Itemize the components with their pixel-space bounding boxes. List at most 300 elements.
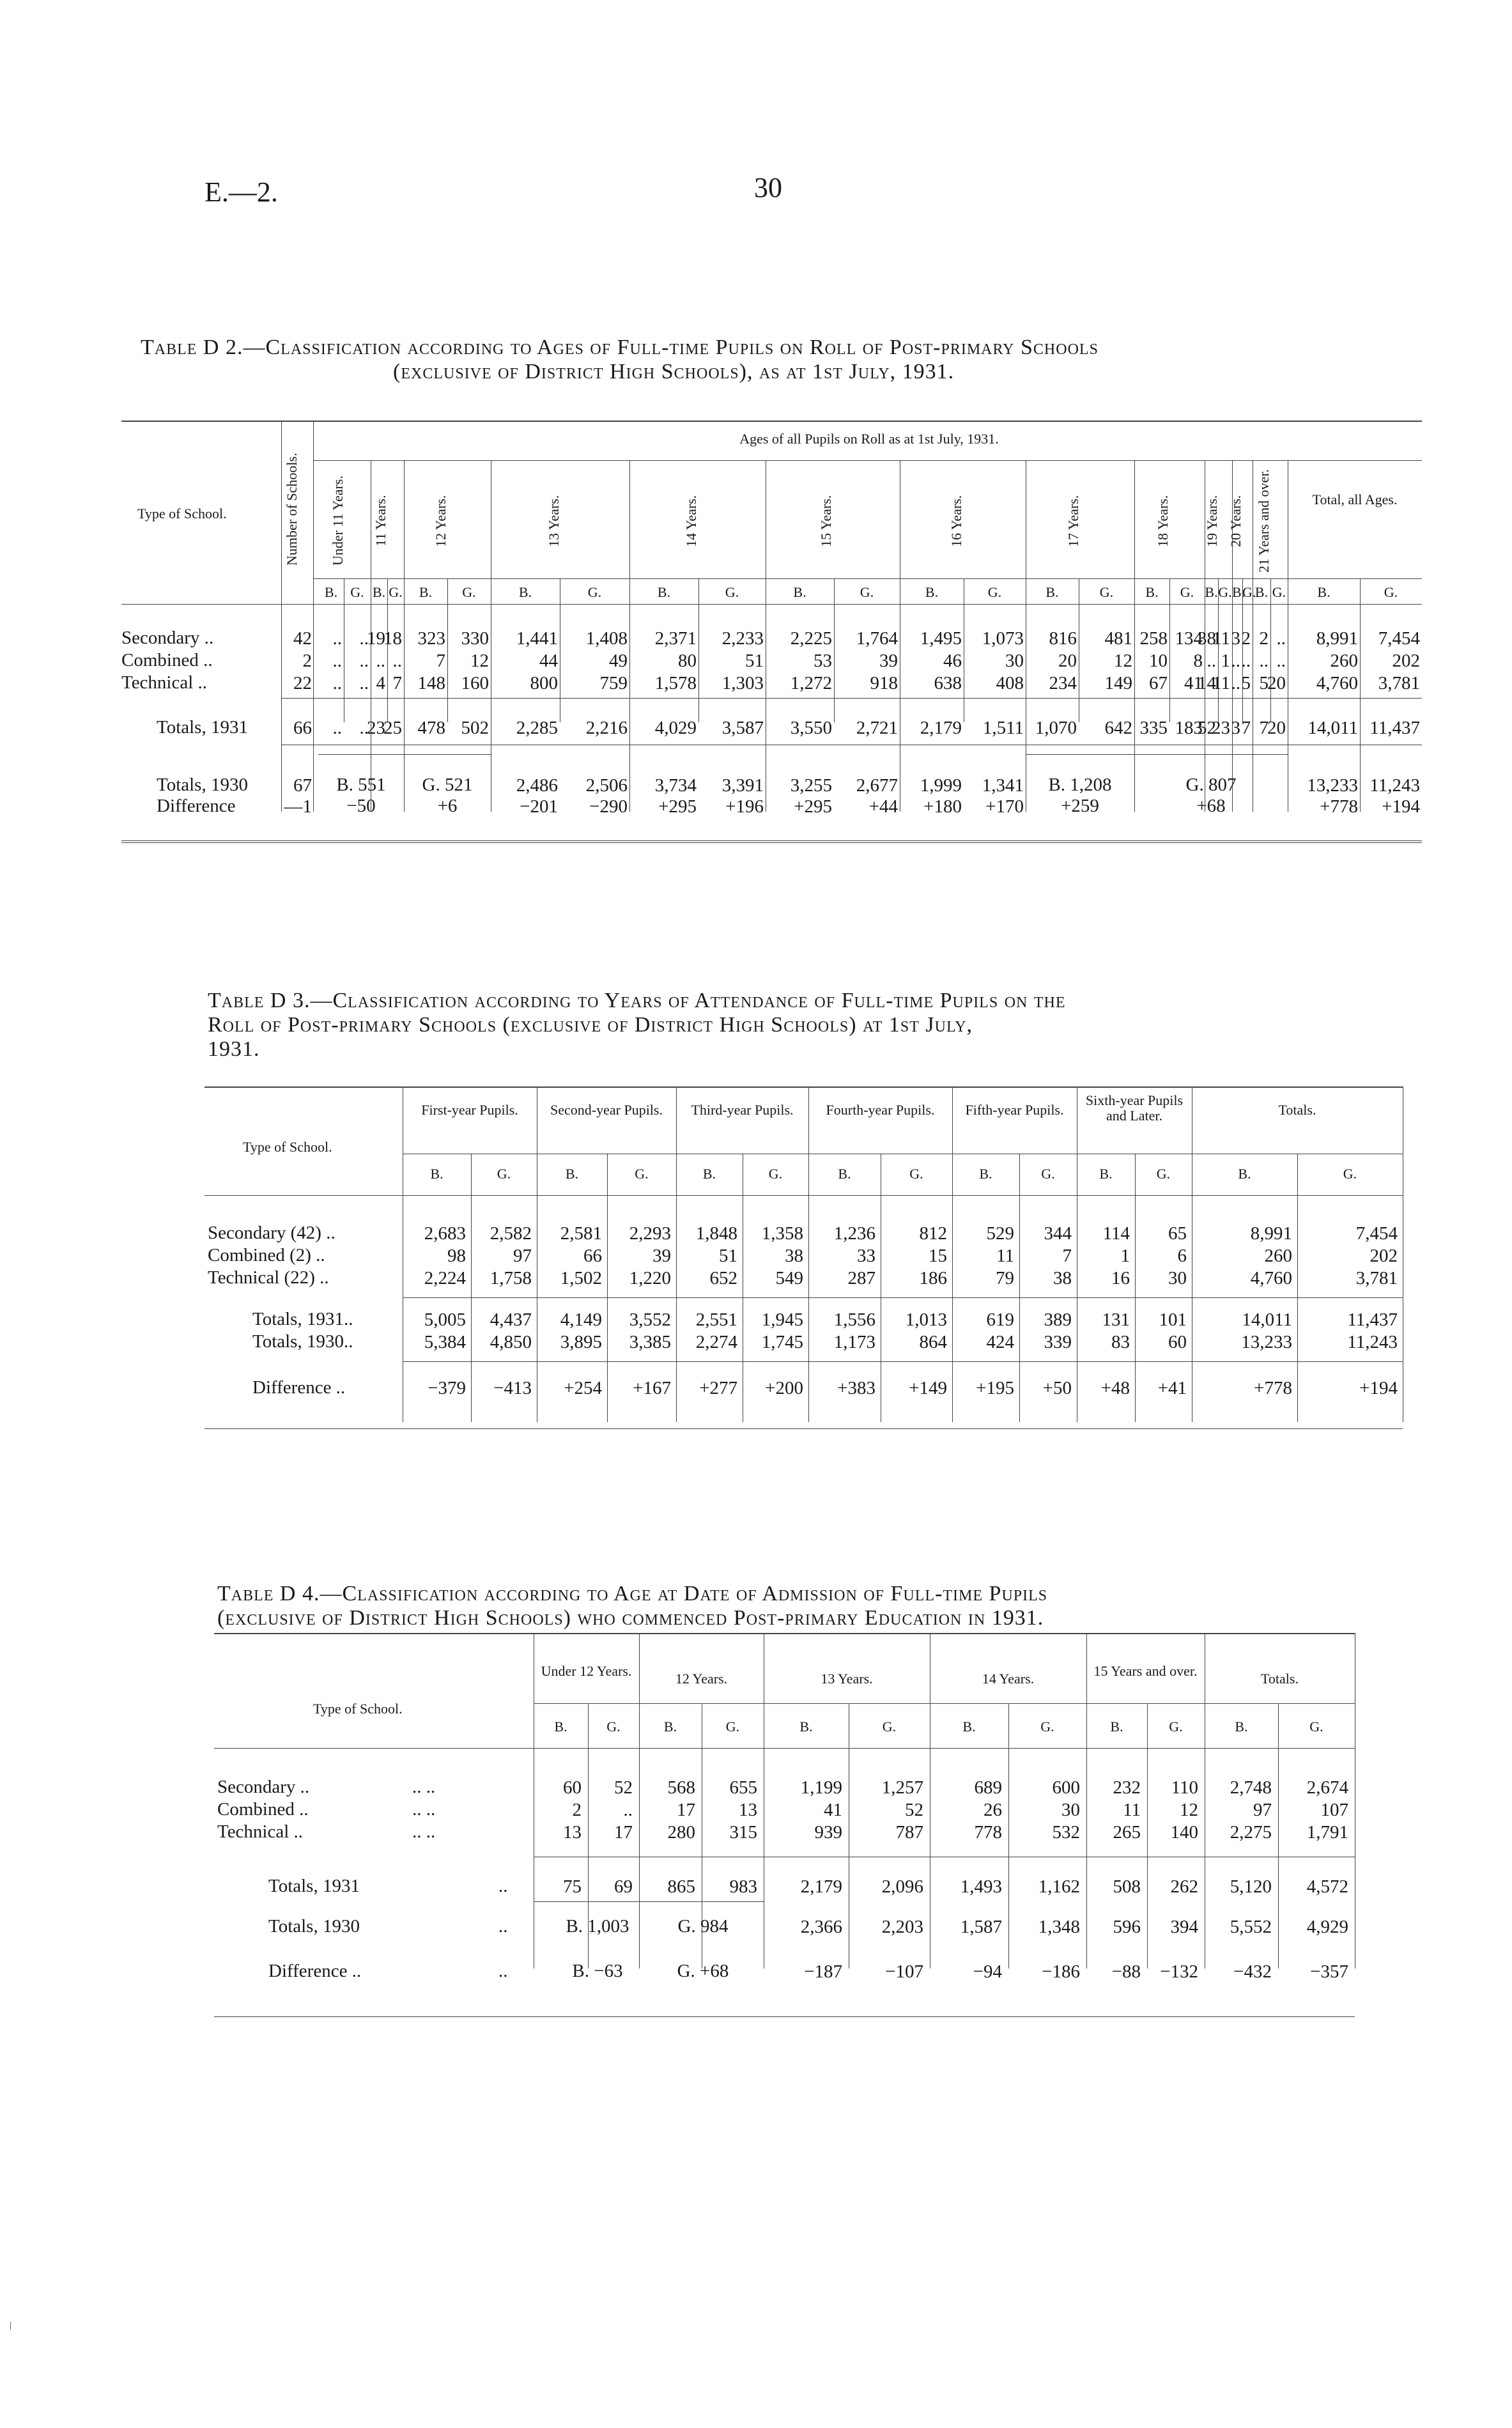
leader-dots: .. .. [412,1821,436,1842]
table-cell: 1,945 [761,1310,803,1330]
column-header: 14 Years. [982,1671,1035,1687]
table-cell: .. [332,651,342,671]
table-cell: .. [359,673,369,693]
table-rule [121,604,1422,605]
table-cell: 1 [1120,1246,1130,1266]
table-cell: 689 [974,1777,1002,1798]
table-cell: 2,674 [1306,1777,1348,1798]
table-cell: −186 [1042,1961,1080,1982]
table-cell: +295 [794,796,832,817]
page-reference: E.—2. [204,176,278,208]
table-cell: 4,149 [560,1310,602,1330]
table-cell: 202 [1392,651,1420,671]
column-header: 13 Years. [821,1671,873,1687]
total-all-ages-header: Total, all Ages. [1312,491,1398,507]
table-cell: +48 [1100,1378,1130,1398]
table-cell: 619 [986,1310,1014,1330]
table-cell: 11,243 [1369,775,1420,796]
table-cell: 2,721 [856,718,898,738]
table-cell: 642 [1104,718,1132,738]
age-column-header: 14 Years. [683,495,699,547]
table-cell: 20 [1267,718,1286,738]
table-cell: .. [332,628,342,649]
table-cell: 11 [996,1246,1014,1266]
table-cell: B. 1,003 [566,1916,629,1937]
table-cell: 16 [1111,1268,1130,1288]
table-cell: 67 [293,775,312,796]
column-header: B. [925,584,939,600]
column-header: B. [565,1166,579,1182]
table-cell: 280 [667,1822,695,1843]
table-cell: 568 [667,1777,695,1798]
table-cell: 1,745 [761,1332,803,1352]
table-cell: 2,233 [721,628,764,649]
table-cell: 17 [677,1800,695,1820]
table-cell: 260 [1330,651,1358,671]
table-cell: 18 [383,628,402,649]
column-header: G. [497,1166,511,1182]
table-cell: 38 [1198,628,1216,649]
table-cell: 160 [461,673,489,693]
table-cell: 17 [614,1822,633,1843]
table-cell: 49 [609,651,628,671]
table-cell: 481 [1104,628,1132,649]
table-cell: +180 [923,796,962,817]
table-cell: 1,764 [856,628,898,649]
table-rule [534,1703,1355,1704]
table-cell: 8,991 [1316,628,1358,649]
table-cell: 1,999 [920,775,962,796]
table-cell: .. [623,1800,633,1820]
table-cell: −432 [1233,1961,1272,1982]
table-rule [204,1195,1403,1196]
column-header: G. [635,1166,649,1182]
column-header: B. [1238,1166,1251,1182]
column-header: B. [518,584,532,600]
table-cell: .. [1231,673,1240,693]
row-label: Combined (2) .. [208,1245,325,1265]
row-label: Totals, 1931.. [252,1309,353,1329]
table-cell: 66 [583,1246,602,1266]
table-cell: 234 [1049,673,1077,693]
table-rule [121,840,1422,841]
table-cell: 30 [1005,651,1024,671]
table-cell: 1,257 [881,1777,923,1798]
table-d3-caption: Table D 3.—Classification according to Years of Attendance of Full-time Pupils on the Roll of Post-primary Schools (exclusive of District High Schools) at 1st July, 1931. [208,989,1066,1061]
table-cell: .. [359,718,369,738]
table-cell: 5 [1259,673,1269,693]
type-of-school-header: Type of School. [243,1139,332,1155]
table-cell: 149 [1104,673,1132,693]
table-cell: 7 [1062,1246,1072,1266]
table-cell: 1,578 [654,673,697,693]
leader-dots: .. [498,1961,508,1981]
table-rule [204,1086,1403,1088]
table-cell: 344 [1044,1223,1072,1244]
table-cell: +68 [1196,796,1226,816]
table-cell: 1,348 [1038,1917,1080,1937]
column-header: B. [419,584,433,600]
table-cell: +44 [868,796,898,817]
table-cell: 186 [919,1268,947,1288]
column-rule [313,422,314,812]
age-column-header: 19 Years. [1203,495,1220,547]
column-header: B. [324,584,338,600]
row-label: Technical .. [217,1821,304,1842]
table-cell: 652 [709,1268,737,1288]
table-rule [534,1901,764,1902]
table-cell: 812 [919,1223,947,1244]
table-cell: .. [1276,628,1286,649]
table-cell: .. [1276,651,1286,671]
table-cell: +194 [1382,796,1420,817]
table-cell: 2,285 [516,718,558,738]
table-cell: 2 [1259,628,1269,649]
table-cell: 424 [986,1332,1014,1352]
table-cell: 3,255 [790,775,832,796]
age-column-header: 16 Years. [948,495,964,547]
table-cell: 30 [1061,1800,1080,1820]
table-cell: 1,502 [560,1268,602,1288]
table-cell: 13,233 [1241,1332,1292,1352]
table-cell: 80 [678,651,697,671]
table-cell: −201 [520,796,558,817]
column-header: G. [1384,584,1398,600]
column-rule [629,460,630,812]
leader-dots: .. .. [412,1777,436,1797]
age-column-header: 15 Years. [818,495,834,547]
table-cell: +50 [1042,1378,1072,1398]
table-cell: 3,895 [560,1332,602,1352]
table-cell: −357 [1310,1961,1348,1982]
table-rule [214,2016,1355,2017]
table-cell: 1,199 [800,1777,842,1798]
table-cell: .. [1207,651,1216,671]
table-cell: 2,179 [800,1876,842,1897]
column-rule [1360,578,1361,812]
table-cell: 2,748 [1230,1777,1272,1798]
table-cell: 11,243 [1347,1332,1398,1352]
column-header: Second-year Pupils. [550,1102,663,1118]
table-cell: 1,495 [920,628,962,649]
type-of-school-header: Type of School. [313,1701,403,1717]
table-cell: 1,173 [833,1332,876,1352]
table-cell: +383 [837,1378,876,1398]
table-cell: 114 [1102,1223,1130,1244]
table-cell: 1,848 [695,1223,737,1244]
column-header: B. [1145,584,1159,600]
table-cell: 655 [729,1777,757,1798]
table-cell: 529 [986,1223,1014,1244]
table-cell: 4,850 [490,1332,532,1352]
column-rule [1297,1154,1298,1422]
table-cell: 864 [919,1332,947,1352]
row-label: Difference .. [252,1377,346,1398]
table-cell: 4,929 [1306,1917,1348,1937]
table-cell: 2,203 [881,1917,923,1937]
row-label: Totals, 1930 [268,1916,360,1937]
table-cell: 38 [1053,1268,1072,1288]
table-cell: 52 [905,1800,923,1820]
table-cell: 107 [1320,1800,1348,1820]
table-cell: 2,096 [881,1876,923,1897]
table-cell: 7 [392,673,402,693]
table-cell: .. [332,673,342,693]
table-cell: .. [332,718,342,738]
leader-dots: .. .. [412,1799,436,1820]
table-cell: 33 [857,1246,876,1266]
column-header: B. [1045,584,1059,600]
table-cell: 600 [1052,1777,1080,1798]
row-label: Totals, 1930.. [252,1331,353,1352]
table-cell: 983 [729,1876,757,1897]
table-cell: 39 [879,651,898,671]
table-cell: 5,120 [1230,1876,1272,1897]
table-rule [214,1748,1355,1749]
table-cell: 1,358 [761,1223,803,1244]
table-rule [313,578,1422,579]
table-cell: 11 [1123,1800,1141,1820]
table-cell: B. −63 [572,1961,623,1981]
column-header: B. [657,584,671,600]
column-header: G. [860,584,874,600]
column-header: Totals. [1278,1102,1316,1118]
leader-dots: .. [498,1916,508,1937]
table-cell: 2,677 [856,775,898,796]
table-cell: .. [376,651,385,671]
table-cell: 20 [1267,673,1286,693]
row-label: Technical .. [121,672,208,693]
table-cell: 3,385 [629,1332,671,1352]
table-cell: 2,582 [490,1223,532,1244]
column-header: B. [554,1719,567,1735]
row-label: Secondary .. [121,628,214,648]
table-rule [204,1428,1403,1429]
table-cell: 2,506 [585,775,628,796]
table-cell: 787 [895,1822,923,1843]
column-header: G. [587,584,602,600]
table-cell: −94 [973,1961,1002,1982]
table-cell: .. [1231,651,1240,671]
table-cell: 2,486 [516,775,558,796]
table-cell: 1,303 [721,673,764,693]
table-cell: G. 521 [422,775,473,795]
leader-dots: .. [498,1876,508,1896]
table-cell: 60 [1168,1332,1187,1352]
table-cell: 14 [1198,673,1216,693]
table-cell: 2,224 [424,1268,466,1288]
table-cell: 97 [1253,1800,1272,1820]
page-number: 30 [754,172,782,203]
table-cell: 46 [943,651,962,671]
table-cell: 11,437 [1369,718,1420,738]
table-cell: 939 [814,1822,842,1843]
table-cell: 3,734 [654,775,697,796]
table-cell: 918 [870,673,898,693]
column-header: B. [372,584,386,600]
age-column-header: 12 Years. [433,495,449,547]
table-cell: 38 [785,1246,803,1266]
table-cell: +254 [564,1378,602,1398]
age-column-header: 13 Years. [545,495,562,547]
table-rule [403,1361,1403,1362]
table-cell: 5,552 [1230,1917,1272,1937]
table-cell: 2,551 [695,1310,737,1330]
table-cell: 53 [814,651,832,671]
table-cell: .. [1259,651,1269,671]
table-cell: 3,781 [1378,673,1420,693]
table-cell: 2 [572,1800,582,1820]
column-header: B. [1110,1719,1123,1735]
table-cell: 83 [1111,1332,1130,1352]
table-cell: 183 [1175,718,1203,738]
table-cell: 134 [1175,628,1203,649]
column-header: G. [882,1719,897,1735]
table-rule [121,421,1422,422]
column-header: G. [350,584,364,600]
table-cell: 508 [1113,1876,1141,1897]
table-cell: 15 [929,1246,947,1266]
table-cell: 1,791 [1306,1822,1348,1843]
table-cell: 51 [745,651,764,671]
column-header: 12 Years. [675,1671,728,1687]
table-cell: 638 [934,673,962,693]
type-of-school-header: Type of School. [137,506,227,522]
row-label: Combined .. [121,650,213,670]
table-cell: 202 [1369,1246,1398,1266]
table-cell: 596 [1113,1917,1141,1937]
table-cell: 339 [1044,1332,1072,1352]
table-cell: 8,991 [1250,1223,1292,1244]
column-header: G. [1242,584,1256,600]
column-header: G. [909,1166,923,1182]
table-cell: 1 [1221,651,1230,671]
table-cell: 25 [383,718,402,738]
table-cell: −187 [804,1961,842,1982]
age-column-header: 18 Years. [1155,495,1171,547]
table-cell: B. 1,208 [1048,775,1112,795]
column-header: B. [1317,584,1331,600]
table-cell: 19 [367,628,385,649]
table-cell: 2 [1241,628,1251,649]
column-header: G. [768,1166,783,1182]
number-of-schools-header: Number of Schools. [284,452,300,566]
table-cell: 3,552 [629,1310,671,1330]
table-cell: 44 [539,651,558,671]
table-d4-caption: Table D 4.—Classification according to Age at Date of Admission of Full-time Pupils (exclusive of District High Schools) who commenced Post-primary Education in 1931. [217,1582,1048,1630]
table-cell: 79 [996,1268,1014,1288]
table-cell: 110 [1171,1777,1198,1798]
table-cell: 2,581 [560,1223,602,1244]
table-cell: 41 [1184,673,1203,693]
age-column-header: 11 Years. [373,495,389,547]
table-cell: 4,572 [1306,1876,1348,1897]
table-cell: 2,293 [629,1223,671,1244]
table-cell: 22 [293,673,312,693]
table-cell: 2,366 [800,1917,842,1937]
margin-mark: | [10,2321,12,2330]
table-cell: 816 [1049,628,1077,649]
table-cell: 759 [599,673,628,693]
table-cell: 13 [563,1822,582,1843]
age-column-header: 21 Years and over. [1255,469,1272,573]
column-header: Fifth-year Pupils. [965,1102,1064,1118]
table-cell: 66 [293,718,312,738]
column-header: B. [979,1166,992,1182]
table-rule [313,460,1422,461]
table-rule [371,754,491,755]
ages-header: Ages of all Pupils on Roll as at 1st July, 1931. [739,431,999,447]
table-cell: .. [392,651,402,671]
table-rule [1134,754,1288,755]
column-header: First-year Pupils. [421,1102,518,1118]
table-cell: .. [1241,651,1251,671]
row-label: Secondary .. [217,1777,310,1797]
table-cell: 12 [1114,651,1132,671]
column-header: Sixth-year Pupils and Later. [1085,1092,1184,1124]
table-cell: 865 [667,1876,695,1897]
column-header: 15 Years and over. [1093,1663,1198,1679]
row-label: Totals, 1930 [157,775,248,795]
table-cell: 1,441 [516,628,558,649]
table-cell: 42 [293,628,312,649]
table-cell: 11 [1212,628,1230,649]
table-cell: +200 [765,1378,803,1398]
table-cell: 12 [470,651,489,671]
row-label: Difference .. [268,1961,362,1981]
table-cell: 6 [1177,1246,1187,1266]
table-cell: 30 [1168,1268,1187,1288]
table-cell: 394 [1170,1917,1198,1937]
table-cell: 1,162 [1038,1876,1080,1897]
table-cell: +196 [725,796,764,817]
table-cell: 10 [1149,651,1168,671]
column-header: B. [838,1166,851,1182]
table-cell: 7,454 [1355,1223,1398,1244]
column-header: G. [606,1719,621,1735]
column-header: G. [725,584,739,600]
column-header: G. [1156,1166,1171,1182]
table-cell: 7 [1259,718,1269,738]
table-cell: 260 [1264,1246,1292,1266]
table-cell: 14,011 [1242,1310,1292,1330]
table-cell: +778 [1254,1378,1292,1398]
table-cell: −290 [589,796,628,817]
table-cell: 287 [847,1268,876,1288]
table-cell: .. [359,628,369,649]
table-cell: 13,233 [1307,775,1358,796]
table-cell: 315 [729,1822,757,1843]
table-cell: 11 [1212,673,1230,693]
table-cell: +295 [658,796,697,817]
table-cell: 52 [614,1777,633,1798]
table-cell: −88 [1111,1961,1141,1982]
table-rule [214,1633,1355,1634]
table-cell: 20 [1058,651,1077,671]
table-cell: 12 [1180,1800,1198,1820]
column-header: B. [1205,584,1218,600]
row-label: Secondary (42) .. [208,1223,336,1243]
table-cell: 2,683 [424,1223,466,1244]
table-cell: 26 [984,1800,1002,1820]
table-cell: 2,216 [585,718,628,738]
table-cell: 2 [302,651,312,671]
table-cell: 4,029 [654,718,697,738]
table-cell: 52 [1198,718,1216,738]
table-cell: 5,005 [424,1310,466,1330]
column-header: B. [430,1166,444,1182]
table-cell: 4,760 [1316,673,1358,693]
